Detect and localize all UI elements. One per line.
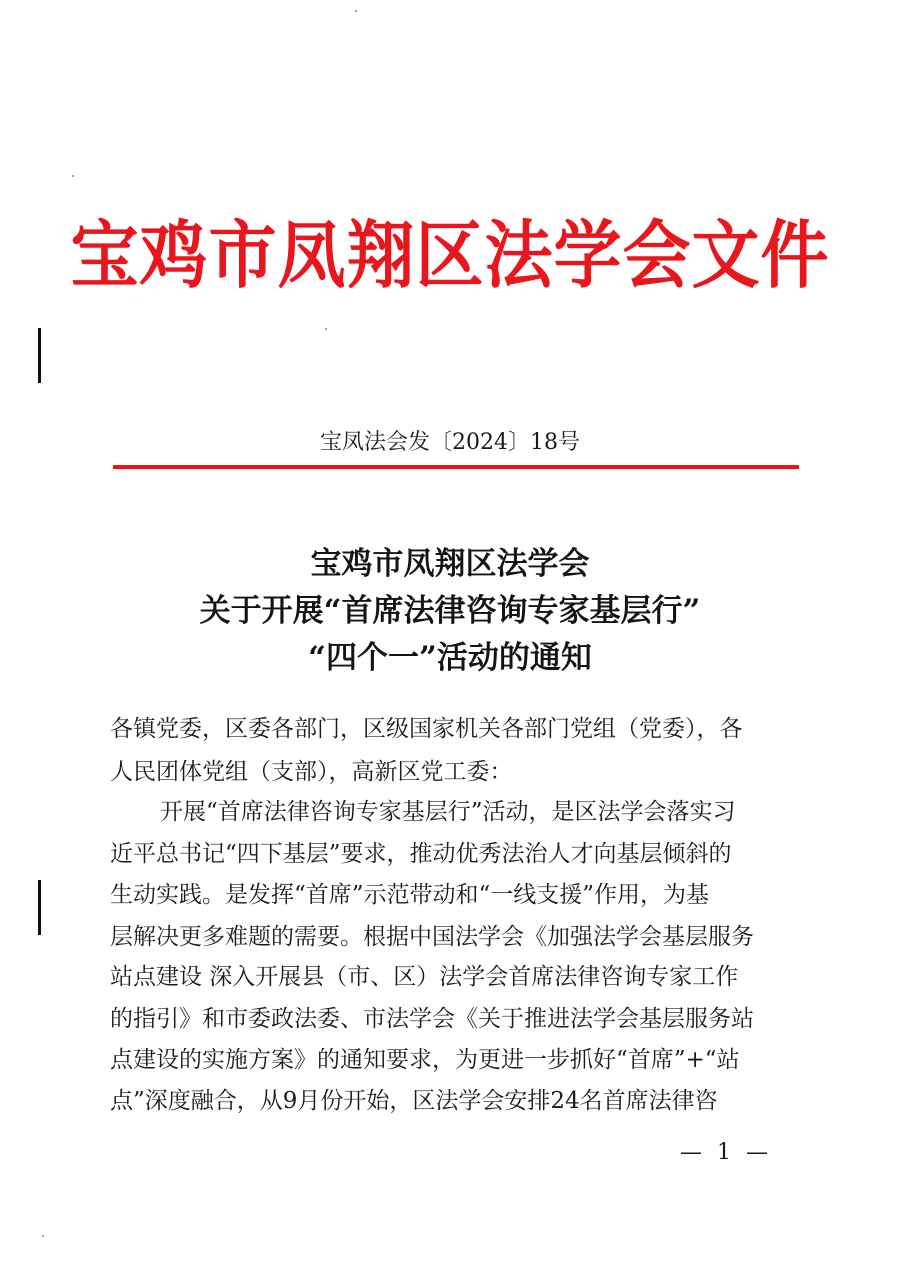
scan-speck [325, 328, 327, 330]
body-text-line: 各镇党委，区委各部门，区级国家机关各部门党组（党委），各 [110, 716, 743, 742]
title-line-1: 宝鸡市凤翔区法学会 [310, 546, 590, 582]
body-text-line: 点”深度融合，从9月份开始，区法学会安排24名首席法律咨 [110, 1088, 718, 1114]
body-text-line: 站点建设 深入开展县（市、区）法学会首席法律咨询专家工作 [110, 964, 739, 990]
binding-hole-mark [38, 880, 41, 935]
scan-speck [355, 10, 357, 12]
title-line-3: “四个一”活动的通知 [308, 640, 592, 676]
document-number: 宝凤法会发〔2024〕18号 [320, 430, 580, 455]
body-text-line: 层解决更多难题的需要。根据中国法学会《加强法学会基层服务 [110, 924, 754, 950]
page-number: — 1 — [680, 1140, 772, 1165]
title-line-2: 关于开展“首席法律咨询专家基层行” [199, 593, 701, 629]
body-text-line: 的指引》和市委政法委、市法学会《关于推进法学会基层服务站 [110, 1006, 754, 1032]
scan-speck [42, 1235, 44, 1237]
scan-speck [72, 175, 74, 177]
red-separator-line [113, 465, 799, 469]
document-masthead: 宝鸡市凤翔区法学会文件 [70, 213, 830, 300]
binding-hole-mark [38, 328, 41, 383]
body-text-line: 点建设的实施方案》的通知要求，为更进一步抓好“首席”+“站 [110, 1047, 740, 1073]
body-text-line: 开展“首席法律咨询专家基层行”活动，是区法学会落实习 [160, 799, 736, 825]
body-text-line: 生动实践。是发挥“首席”示范带动和“一线支援”作用，为基 [110, 882, 710, 908]
body-text-line: 近平总书记“四下基层”要求，推动优秀法治人才向基层倾斜的 [110, 841, 732, 867]
body-text-line: 人民团体党组（支部），高新区党工委： [110, 759, 513, 785]
